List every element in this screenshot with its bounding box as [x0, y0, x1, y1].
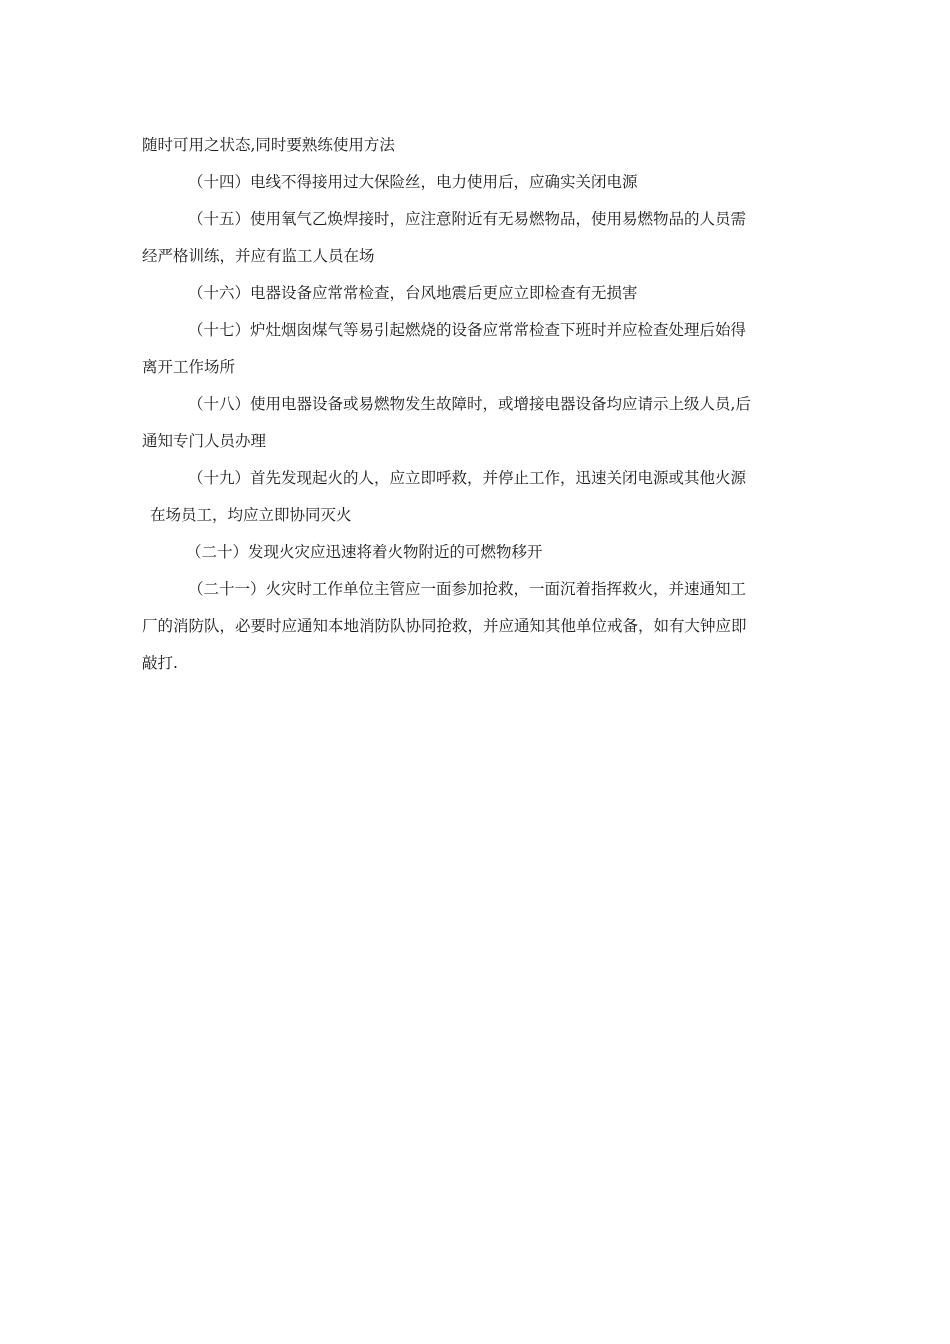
paragraph-14: （十四）电线不得接用过大保险丝，电力使用后，应确实关闭电源 [188, 173, 638, 191]
paragraph-21-continuation: 厂的消防队，必要时应通知本地消防队协同抢救，并应通知其他单位戒备，如有大钟应即 [142, 617, 747, 635]
paragraph-21-end: 敲打. [142, 654, 178, 672]
paragraph-16: （十六）电器设备应常常检查，台风地震后更应立即检查有无损害 [188, 284, 638, 302]
document-body [142, 130, 814, 679]
paragraph-21: （二十一）火灾时工作单位主管应一面参加抢救，一面沉着指挥救火，并速通知工 [188, 580, 747, 598]
paragraph-18-continuation: 通知专门人员办理 [142, 432, 267, 450]
paragraph-17-continuation: 离开工作场所 [142, 358, 236, 376]
paragraph-13-continuation: 随时可用之状态,同时要熟练使用方法 [142, 136, 395, 154]
paragraph-17: （十七）炉灶烟囱煤气等易引起燃烧的设备应常常检查下班时并应检查处理后始得 [188, 321, 747, 339]
paragraph-19-continuation: 在场员工，均应立即协同灭火 [150, 506, 352, 524]
paragraph-19: （十九）首先发现起火的人，应立即呼救，并停止工作，迅速关闭电源或其他火源 [188, 469, 747, 487]
paragraph-15-continuation: 经严格训练，并应有监工人员在场 [142, 247, 375, 265]
paragraph-15: （十五）使用氧气乙焕焊接时，应注意附近有无易燃物品，使用易燃物品的人员需 [188, 210, 747, 228]
paragraph-20: （二十）发现火灾应迅速将着火物附近的可燃物移开 [186, 543, 543, 561]
paragraph-18: （十八）使用电器设备或易燃物发生故障时，或增接电器设备均应请示上级人员,后 [188, 395, 751, 413]
